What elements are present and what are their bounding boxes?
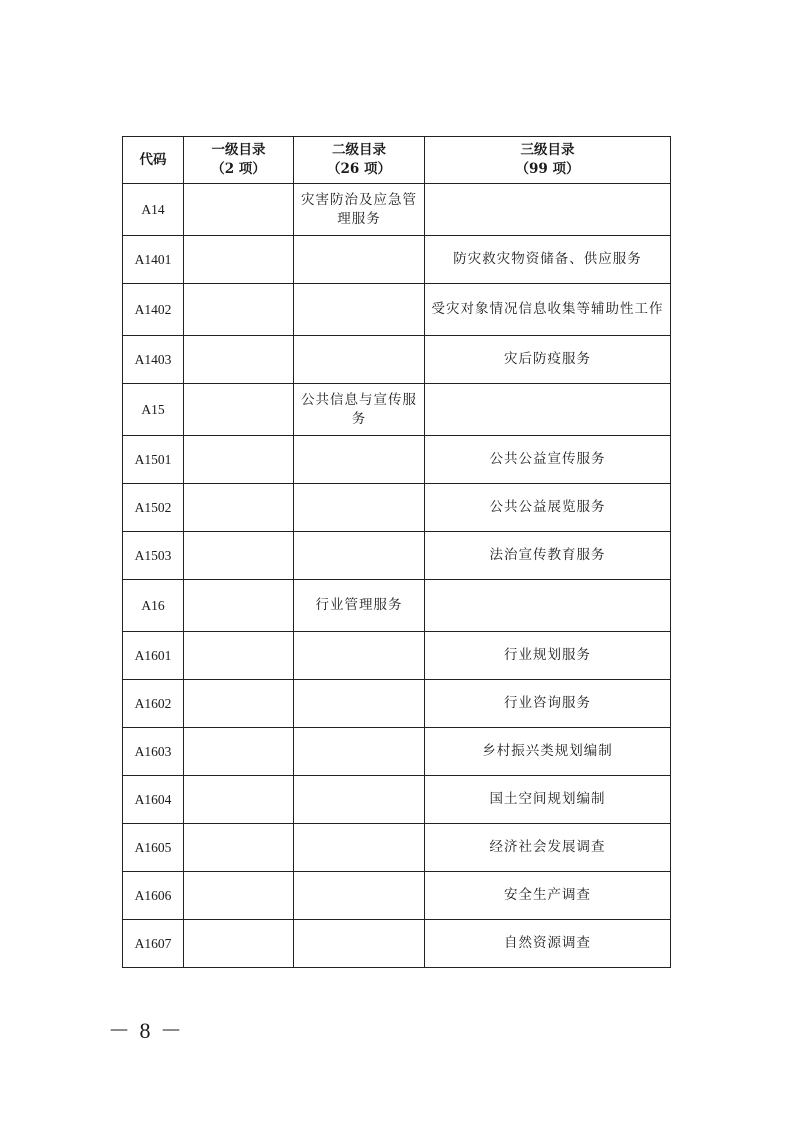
level2-cell bbox=[294, 284, 425, 336]
code-cell: A1603 bbox=[123, 728, 184, 776]
table-row bbox=[123, 436, 671, 484]
code-cell: A1607 bbox=[123, 920, 184, 968]
level3-cell: 国土空间规划编制 bbox=[425, 776, 671, 824]
code-cell: A15 bbox=[123, 384, 184, 436]
level1-cell bbox=[184, 284, 294, 336]
level1-cell bbox=[184, 872, 294, 920]
header-level2 bbox=[294, 137, 425, 184]
catalog-table bbox=[122, 136, 671, 968]
page-number: － 8 － bbox=[108, 1018, 185, 1043]
table-row bbox=[123, 184, 671, 236]
code-cell: A1604 bbox=[123, 776, 184, 824]
level1-cell bbox=[184, 680, 294, 728]
level3-cell: 行业咨询服务 bbox=[425, 680, 671, 728]
level1-cell bbox=[184, 436, 294, 484]
table-row bbox=[123, 632, 671, 680]
table-body bbox=[123, 184, 671, 968]
level2-cell bbox=[294, 824, 425, 872]
level3-cell bbox=[425, 184, 671, 236]
header-level3-count: （99 项） bbox=[515, 161, 580, 177]
level3-cell: 经济社会发展调查 bbox=[425, 824, 671, 872]
table-row bbox=[123, 580, 671, 632]
level2-cell bbox=[294, 436, 425, 484]
level1-cell bbox=[184, 728, 294, 776]
table-row bbox=[123, 728, 671, 776]
level1-cell bbox=[184, 580, 294, 632]
level2-cell bbox=[294, 632, 425, 680]
table-row bbox=[123, 236, 671, 284]
header-level1-title: 一级目录 bbox=[211, 142, 266, 158]
level3-cell: 公共公益宣传服务 bbox=[425, 436, 671, 484]
table-row bbox=[123, 336, 671, 384]
header-code: 代码 bbox=[123, 137, 184, 184]
table-row bbox=[123, 680, 671, 728]
table-row bbox=[123, 484, 671, 532]
level1-cell bbox=[184, 484, 294, 532]
header-level3-title: 三级目录 bbox=[520, 142, 575, 158]
level3-cell: 安全生产调查 bbox=[425, 872, 671, 920]
header-level3 bbox=[425, 137, 671, 184]
level1-cell bbox=[184, 824, 294, 872]
level2-cell bbox=[294, 680, 425, 728]
level3-cell: 乡村振兴类规划编制 bbox=[425, 728, 671, 776]
code-cell: A1605 bbox=[123, 824, 184, 872]
code-cell: A1503 bbox=[123, 532, 184, 580]
level1-cell bbox=[184, 336, 294, 384]
table-header-row bbox=[123, 137, 671, 184]
level3-cell bbox=[425, 580, 671, 632]
level3-cell: 受灾对象情况信息收集等辅助性工作 bbox=[425, 284, 671, 336]
level1-cell bbox=[184, 532, 294, 580]
level2-cell: 灾害防治及应急管理服务 bbox=[294, 184, 425, 236]
table-row bbox=[123, 384, 671, 436]
level2-cell bbox=[294, 336, 425, 384]
level3-cell: 防灾救灾物资储备、供应服务 bbox=[425, 236, 671, 284]
level2-cell bbox=[294, 532, 425, 580]
code-cell: A1502 bbox=[123, 484, 184, 532]
level1-cell bbox=[184, 236, 294, 284]
table-row bbox=[123, 872, 671, 920]
code-cell: A1602 bbox=[123, 680, 184, 728]
code-cell: A1402 bbox=[123, 284, 184, 336]
level1-cell bbox=[184, 920, 294, 968]
table-row bbox=[123, 824, 671, 872]
level1-cell bbox=[184, 776, 294, 824]
level2-cell bbox=[294, 776, 425, 824]
code-cell: A14 bbox=[123, 184, 184, 236]
level1-cell bbox=[184, 384, 294, 436]
header-level2-count: （26 项） bbox=[327, 161, 391, 177]
header-level1-count: （2 项） bbox=[211, 161, 266, 177]
code-cell: A1606 bbox=[123, 872, 184, 920]
code-cell: A1601 bbox=[123, 632, 184, 680]
code-cell: A1403 bbox=[123, 336, 184, 384]
table-row bbox=[123, 776, 671, 824]
code-cell: A1501 bbox=[123, 436, 184, 484]
level2-cell bbox=[294, 236, 425, 284]
level2-cell: 公共信息与宣传服务 bbox=[294, 384, 425, 436]
level3-cell bbox=[425, 384, 671, 436]
level2-cell bbox=[294, 872, 425, 920]
table-row bbox=[123, 284, 671, 336]
header-level1 bbox=[184, 137, 294, 184]
level2-cell: 行业管理服务 bbox=[294, 580, 425, 632]
level2-cell bbox=[294, 920, 425, 968]
header-level2-title: 二级目录 bbox=[332, 142, 386, 158]
level2-cell bbox=[294, 728, 425, 776]
table-row bbox=[123, 532, 671, 580]
code-cell: A1401 bbox=[123, 236, 184, 284]
level3-cell: 法治宣传教育服务 bbox=[425, 532, 671, 580]
table-row bbox=[123, 920, 671, 968]
level3-cell: 行业规划服务 bbox=[425, 632, 671, 680]
level1-cell bbox=[184, 632, 294, 680]
code-cell: A16 bbox=[123, 580, 184, 632]
level3-cell: 灾后防疫服务 bbox=[425, 336, 671, 384]
level3-cell: 自然资源调查 bbox=[425, 920, 671, 968]
level2-cell bbox=[294, 484, 425, 532]
level1-cell bbox=[184, 184, 294, 236]
level3-cell: 公共公益展览服务 bbox=[425, 484, 671, 532]
